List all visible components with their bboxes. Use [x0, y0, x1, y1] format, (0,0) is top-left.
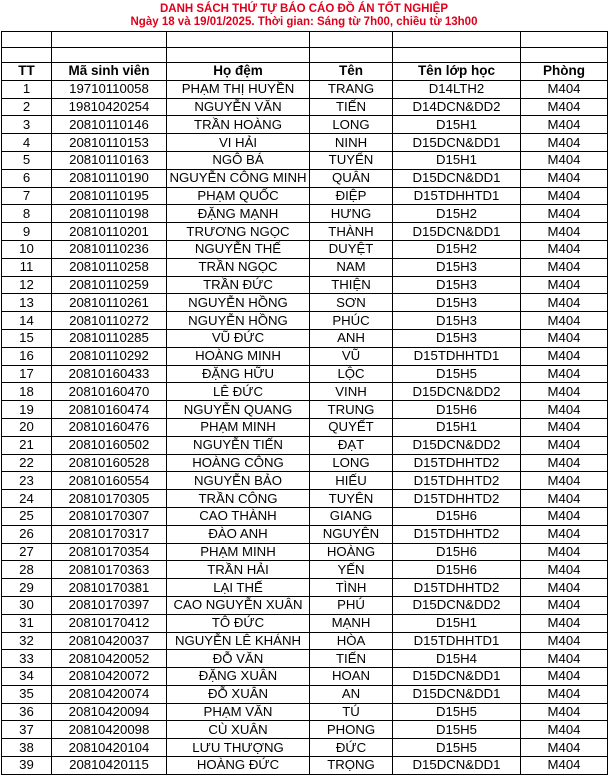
cell-student-id: 20810110163: [52, 151, 167, 169]
cell-tt: 33: [2, 650, 52, 668]
cell-room: M404: [521, 223, 608, 241]
cell-middle-name: NGUYỄN TIẾN: [167, 436, 310, 454]
cell-tt: 21: [2, 436, 52, 454]
cell-class-name: D15TDHHTD2: [393, 454, 521, 472]
cell-class-name: D15H5: [393, 721, 521, 739]
cell-middle-name: PHẠM THỊ HUYỀN: [167, 80, 310, 98]
cell-room: M404: [521, 276, 608, 294]
cell-first-name: LỘC: [310, 365, 393, 383]
table-row: [2, 383, 608, 401]
cell-middle-name: ĐỖ VĂN: [167, 650, 310, 668]
table-row: [2, 739, 608, 757]
cell-student-id: 20810170397: [52, 596, 167, 614]
cell-middle-name: PHẠM MINH: [167, 418, 310, 436]
cell-class-name: D15H3: [393, 258, 521, 276]
table-row: [2, 436, 608, 454]
cell-first-name: LONG: [310, 116, 393, 134]
header-student-id: Mã sinh viên: [52, 63, 167, 81]
cell-first-name: TIẾN: [310, 650, 393, 668]
cell-room: M404: [521, 294, 608, 312]
cell-first-name: TUYỂN: [310, 151, 393, 169]
cell-middle-name: TRẦN CÔNG: [167, 490, 310, 508]
table-row: [2, 757, 608, 775]
cell-student-id: 20810110261: [52, 294, 167, 312]
cell-class-name: D15TDHHTD1: [393, 187, 521, 205]
cell-student-id: 20810160470: [52, 383, 167, 401]
cell-student-id: 20810420072: [52, 668, 167, 686]
cell-first-name: PHONG: [310, 721, 393, 739]
cell-student-id: 20810170307: [52, 507, 167, 525]
cell-tt: 9: [2, 223, 52, 241]
cell-tt: 32: [2, 632, 52, 650]
cell-room: M404: [521, 240, 608, 258]
table-row: [2, 596, 608, 614]
table-row: [2, 668, 608, 686]
cell-student-id: 20810170354: [52, 543, 167, 561]
table-row: [2, 650, 608, 668]
cell-class-name: D15H6: [393, 561, 521, 579]
cell-class-name: D15H5: [393, 739, 521, 757]
cell-class-name: D15H1: [393, 418, 521, 436]
cell-class-name: D15H6: [393, 401, 521, 419]
cell-room: M404: [521, 187, 608, 205]
table-row: [2, 525, 608, 543]
cell-tt: 13: [2, 294, 52, 312]
cell-first-name: THÀNH: [310, 223, 393, 241]
cell-first-name: HOÀNG: [310, 543, 393, 561]
cell-student-id: 20810110198: [52, 205, 167, 223]
cell-first-name: VINH: [310, 383, 393, 401]
cell-student-id: 20810170317: [52, 525, 167, 543]
cell-student-id: 20810110146: [52, 116, 167, 134]
cell-room: M404: [521, 703, 608, 721]
table-row: [2, 80, 608, 98]
cell-class-name: D15DCN&DD1: [393, 223, 521, 241]
cell-middle-name: HOÀNG MINH: [167, 347, 310, 365]
cell-first-name: MẠNH: [310, 614, 393, 632]
cell-tt: 35: [2, 685, 52, 703]
cell-middle-name: NGUYỄN THẾ: [167, 240, 310, 258]
header-row: [2, 63, 608, 81]
cell-class-name: D15DCN&DD1: [393, 169, 521, 187]
table-row: [2, 329, 608, 347]
cell-student-id: 20810420115: [52, 757, 167, 775]
cell-first-name: PHÚC: [310, 312, 393, 330]
table-row: [2, 294, 608, 312]
cell-first-name: PHÚ: [310, 596, 393, 614]
cell-middle-name: ĐÀO ANH: [167, 525, 310, 543]
cell-student-id: 20810160502: [52, 436, 167, 454]
table-row: [2, 507, 608, 525]
cell-tt: 34: [2, 668, 52, 686]
table-row: [2, 169, 608, 187]
cell-student-id: 20810170381: [52, 579, 167, 597]
cell-tt: 17: [2, 365, 52, 383]
table-row: [2, 454, 608, 472]
cell-student-id: 20810420104: [52, 739, 167, 757]
cell-class-name: D15H1: [393, 614, 521, 632]
cell-first-name: QUYẾT: [310, 418, 393, 436]
cell-first-name: QUÂN: [310, 169, 393, 187]
cell-student-id: 20810160474: [52, 401, 167, 419]
table-row: [2, 614, 608, 632]
cell-room: M404: [521, 329, 608, 347]
cell-student-id: 20810110153: [52, 134, 167, 152]
blank-row: [2, 47, 608, 63]
cell-room: M404: [521, 525, 608, 543]
cell-first-name: ANH: [310, 329, 393, 347]
cell-class-name: D15DCN&DD1: [393, 134, 521, 152]
cell-tt: 37: [2, 721, 52, 739]
cell-room: M404: [521, 383, 608, 401]
cell-class-name: D15H3: [393, 312, 521, 330]
cell-middle-name: ĐỖ XUÂN: [167, 685, 310, 703]
cell-tt: 23: [2, 472, 52, 490]
cell-middle-name: CAO NGUYỄN XUÂN: [167, 596, 310, 614]
cell-room: M404: [521, 258, 608, 276]
cell-room: M404: [521, 436, 608, 454]
cell-student-id: 20810160528: [52, 454, 167, 472]
cell-first-name: AN: [310, 685, 393, 703]
cell-tt: 11: [2, 258, 52, 276]
cell-tt: 38: [2, 739, 52, 757]
cell-room: M404: [521, 365, 608, 383]
cell-class-name: D15H6: [393, 507, 521, 525]
cell-first-name: YẾN: [310, 561, 393, 579]
cell-tt: 5: [2, 151, 52, 169]
table-row: [2, 490, 608, 508]
cell-room: M404: [521, 418, 608, 436]
cell-tt: 29: [2, 579, 52, 597]
cell-room: M404: [521, 80, 608, 98]
cell-tt: 4: [2, 134, 52, 152]
cell-class-name: D15H5: [393, 365, 521, 383]
cell-student-id: 20810110259: [52, 276, 167, 294]
table-row: [2, 721, 608, 739]
cell-first-name: NAM: [310, 258, 393, 276]
cell-class-name: D15DCN&DD2: [393, 436, 521, 454]
cell-class-name: D15DCN&DD2: [393, 383, 521, 401]
cell-room: M404: [521, 401, 608, 419]
cell-tt: 15: [2, 329, 52, 347]
cell-first-name: THIỆN: [310, 276, 393, 294]
cell-student-id: 20810160476: [52, 418, 167, 436]
cell-class-name: D15H5: [393, 703, 521, 721]
cell-room: M404: [521, 596, 608, 614]
cell-first-name: HÒA: [310, 632, 393, 650]
blank-row: [2, 32, 608, 48]
cell-middle-name: LẠI THẾ: [167, 579, 310, 597]
cell-room: M404: [521, 169, 608, 187]
cell-room: M404: [521, 721, 608, 739]
cell-room: M404: [521, 454, 608, 472]
cell-class-name: D15H1: [393, 116, 521, 134]
cell-tt: 19: [2, 401, 52, 419]
table-row: [2, 543, 608, 561]
cell-middle-name: NGUYỄN VĂN: [167, 98, 310, 116]
cell-room: M404: [521, 739, 608, 757]
cell-middle-name: CÙ XUÂN: [167, 721, 310, 739]
cell-first-name: HƯNG: [310, 205, 393, 223]
cell-tt: 26: [2, 525, 52, 543]
cell-student-id: 20810110195: [52, 187, 167, 205]
cell-middle-name: LÊ ĐỨC: [167, 383, 310, 401]
cell-middle-name: PHẠM VĂN: [167, 703, 310, 721]
cell-class-name: D15DCN&DD1: [393, 668, 521, 686]
cell-tt: 18: [2, 383, 52, 401]
header-middle-name: Họ đệm: [167, 63, 310, 81]
cell-room: M404: [521, 490, 608, 508]
cell-class-name: D15DCN&DD2: [393, 596, 521, 614]
cell-room: M404: [521, 116, 608, 134]
cell-student-id: 20810110258: [52, 258, 167, 276]
cell-tt: 6: [2, 169, 52, 187]
cell-room: M404: [521, 757, 608, 775]
cell-class-name: D15H3: [393, 329, 521, 347]
cell-first-name: HIẾU: [310, 472, 393, 490]
cell-first-name: TUYÊN: [310, 490, 393, 508]
cell-tt: 7: [2, 187, 52, 205]
table-row: [2, 365, 608, 383]
cell-tt: 22: [2, 454, 52, 472]
table-row: [2, 312, 608, 330]
cell-middle-name: HOÀNG CÔNG: [167, 454, 310, 472]
cell-middle-name: ĐẶNG XUÂN: [167, 668, 310, 686]
header-tt: TT: [2, 63, 52, 81]
table-row: [2, 347, 608, 365]
cell-tt: 20: [2, 418, 52, 436]
cell-middle-name: VŨ ĐỨC: [167, 329, 310, 347]
table-row: [2, 98, 608, 116]
cell-student-id: 20810110236: [52, 240, 167, 258]
cell-tt: 27: [2, 543, 52, 561]
cell-room: M404: [521, 507, 608, 525]
cell-student-id: 19710110058: [52, 80, 167, 98]
cell-student-id: 20810160433: [52, 365, 167, 383]
header-room: Phòng: [521, 63, 608, 81]
cell-middle-name: VI HẢI: [167, 134, 310, 152]
cell-room: M404: [521, 614, 608, 632]
cell-middle-name: HOÀNG ĐỨC: [167, 757, 310, 775]
table-row: [2, 703, 608, 721]
cell-tt: 3: [2, 116, 52, 134]
document-title: DANH SÁCH THỨ TỰ BÁO CÁO ĐỒ ÁN TỐT NGHIỆP: [159, 3, 449, 15]
cell-first-name: ĐIỆP: [310, 187, 393, 205]
cell-class-name: D15TDHHTD2: [393, 472, 521, 490]
cell-class-name: D15H2: [393, 205, 521, 223]
table-row: [2, 116, 608, 134]
cell-first-name: ĐẠT: [310, 436, 393, 454]
cell-first-name: LONG: [310, 454, 393, 472]
cell-room: M404: [521, 151, 608, 169]
cell-middle-name: ĐẶNG MẠNH: [167, 205, 310, 223]
header-first-name: Tên: [310, 63, 393, 81]
cell-class-name: D15DCN&DD1: [393, 757, 521, 775]
cell-first-name: TRỌNG: [310, 757, 393, 775]
cell-middle-name: TRƯƠNG NGỌC: [167, 223, 310, 241]
table-row: [2, 685, 608, 703]
cell-class-name: D15TDHHTD2: [393, 490, 521, 508]
cell-room: M404: [521, 579, 608, 597]
cell-class-name: D14DCN&DD2: [393, 98, 521, 116]
cell-student-id: 20810110285: [52, 329, 167, 347]
cell-tt: 12: [2, 276, 52, 294]
cell-middle-name: NGUYỄN LÊ KHÁNH: [167, 632, 310, 650]
cell-first-name: NGUYÊN: [310, 525, 393, 543]
table-row: [2, 472, 608, 490]
cell-class-name: D15TDHHTD2: [393, 525, 521, 543]
table-row: [2, 223, 608, 241]
cell-room: M404: [521, 472, 608, 490]
cell-tt: 24: [2, 490, 52, 508]
cell-tt: 31: [2, 614, 52, 632]
cell-student-id: 20810420074: [52, 685, 167, 703]
cell-middle-name: NGUYỄN CÔNG MINH: [167, 169, 310, 187]
cell-class-name: D15H6: [393, 543, 521, 561]
cell-tt: 25: [2, 507, 52, 525]
table-row: [2, 632, 608, 650]
cell-first-name: NINH: [310, 134, 393, 152]
cell-first-name: TRUNG: [310, 401, 393, 419]
table-row: [2, 240, 608, 258]
cell-first-name: TÌNH: [310, 579, 393, 597]
cell-class-name: D14LTH2: [393, 80, 521, 98]
cell-student-id: 20810420052: [52, 650, 167, 668]
cell-room: M404: [521, 668, 608, 686]
cell-student-id: 20810420037: [52, 632, 167, 650]
cell-first-name: ĐỨC: [310, 739, 393, 757]
cell-room: M404: [521, 685, 608, 703]
cell-room: M404: [521, 561, 608, 579]
cell-middle-name: TÔ ĐỨC: [167, 614, 310, 632]
cell-class-name: D15H2: [393, 240, 521, 258]
cell-student-id: 20810110201: [52, 223, 167, 241]
table-row: [2, 579, 608, 597]
table-row: [2, 418, 608, 436]
table-row: [2, 205, 608, 223]
cell-middle-name: CAO THÀNH: [167, 507, 310, 525]
cell-class-name: D15TDHHTD1: [393, 347, 521, 365]
table-row: [2, 187, 608, 205]
cell-student-id: 20810110190: [52, 169, 167, 187]
cell-room: M404: [521, 650, 608, 668]
cell-tt: 36: [2, 703, 52, 721]
cell-first-name: VŨ: [310, 347, 393, 365]
document-subtitle: Ngày 18 và 19/01/2025. Thời gian: Sáng từ 7h00, chiều từ 13h00: [130, 16, 478, 28]
cell-first-name: TÚ: [310, 703, 393, 721]
cell-tt: 8: [2, 205, 52, 223]
cell-room: M404: [521, 543, 608, 561]
cell-tt: 10: [2, 240, 52, 258]
cell-student-id: 20810110272: [52, 312, 167, 330]
table-row: [2, 401, 608, 419]
header-class-name: Tên lớp học: [393, 63, 521, 81]
cell-middle-name: PHẠM MINH: [167, 543, 310, 561]
cell-student-id: 19810420254: [52, 98, 167, 116]
cell-middle-name: NGÔ BÁ: [167, 151, 310, 169]
cell-tt: 2: [2, 98, 52, 116]
table-row: [2, 151, 608, 169]
cell-middle-name: TRẦN ĐỨC: [167, 276, 310, 294]
table-row: [2, 134, 608, 152]
cell-student-id: 20810170412: [52, 614, 167, 632]
cell-middle-name: ĐẶNG HỮU: [167, 365, 310, 383]
cell-tt: 30: [2, 596, 52, 614]
cell-middle-name: TRẦN HOÀNG: [167, 116, 310, 134]
cell-middle-name: LƯU THƯỢNG: [167, 739, 310, 757]
cell-middle-name: TRẦN HẢI: [167, 561, 310, 579]
cell-class-name: D15H4: [393, 650, 521, 668]
cell-tt: 14: [2, 312, 52, 330]
cell-student-id: 20810170363: [52, 561, 167, 579]
cell-room: M404: [521, 134, 608, 152]
cell-class-name: D15DCN&DD1: [393, 685, 521, 703]
cell-first-name: HOAN: [310, 668, 393, 686]
cell-room: M404: [521, 205, 608, 223]
cell-student-id: 20810170305: [52, 490, 167, 508]
cell-room: M404: [521, 312, 608, 330]
cell-middle-name: PHẠM QUỐC: [167, 187, 310, 205]
cell-middle-name: NGUYỄN BẢO: [167, 472, 310, 490]
cell-student-id: 20810420098: [52, 721, 167, 739]
student-table: [1, 31, 608, 775]
cell-student-id: 20810420094: [52, 703, 167, 721]
table-row: [2, 258, 608, 276]
cell-student-id: 20810110292: [52, 347, 167, 365]
cell-middle-name: TRẦN NGỌC: [167, 258, 310, 276]
cell-first-name: TRANG: [310, 80, 393, 98]
table-row: [2, 561, 608, 579]
cell-tt: 16: [2, 347, 52, 365]
cell-room: M404: [521, 98, 608, 116]
cell-tt: 39: [2, 757, 52, 775]
cell-room: M404: [521, 347, 608, 365]
cell-tt: 1: [2, 80, 52, 98]
cell-middle-name: NGUYỄN HỒNG: [167, 294, 310, 312]
cell-first-name: GIANG: [310, 507, 393, 525]
cell-first-name: TIẾN: [310, 98, 393, 116]
cell-first-name: DUYỆT: [310, 240, 393, 258]
cell-class-name: D15TDHHTD1: [393, 632, 521, 650]
cell-student-id: 20810160554: [52, 472, 167, 490]
cell-tt: 28: [2, 561, 52, 579]
cell-middle-name: NGUYỄN HỒNG: [167, 312, 310, 330]
cell-room: M404: [521, 632, 608, 650]
cell-class-name: D15TDHHTD2: [393, 579, 521, 597]
cell-class-name: D15H1: [393, 151, 521, 169]
cell-first-name: SƠN: [310, 294, 393, 312]
table-row: [2, 276, 608, 294]
cell-class-name: D15H3: [393, 276, 521, 294]
cell-middle-name: NGUYỄN QUANG: [167, 401, 310, 419]
cell-class-name: D15H3: [393, 294, 521, 312]
